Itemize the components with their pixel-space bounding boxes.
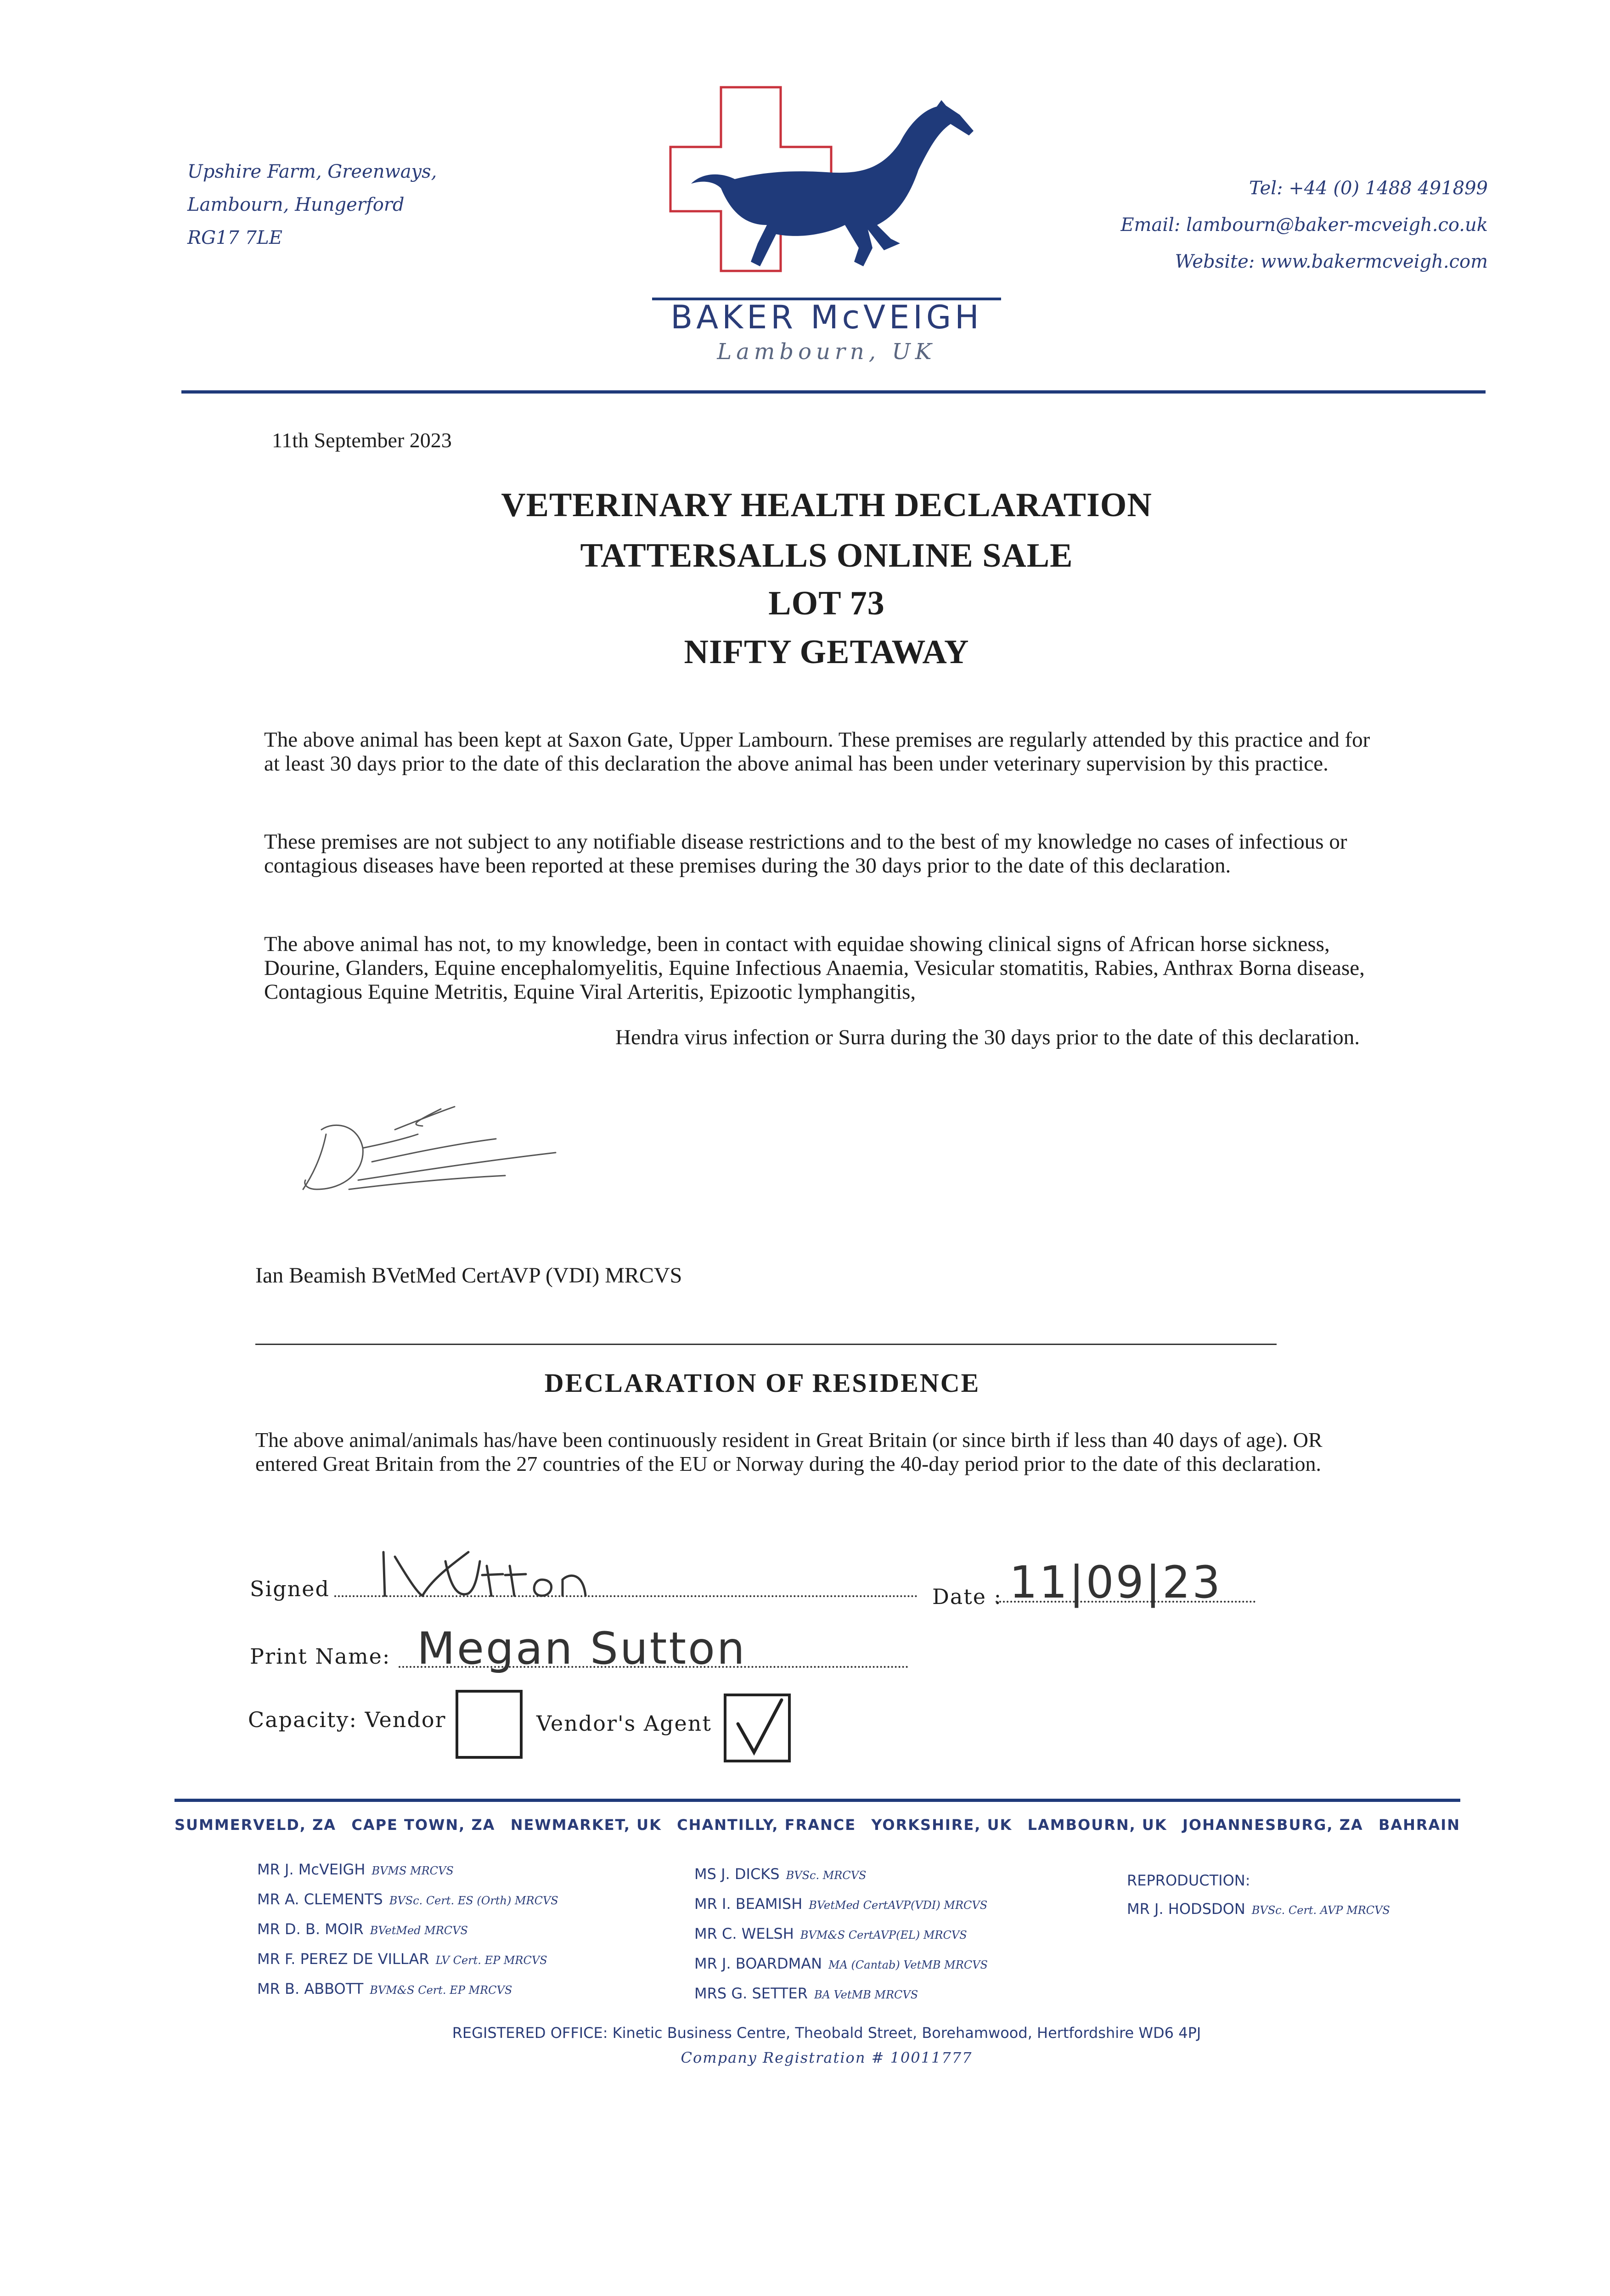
vendor-agent-checkbox[interactable] [724,1694,791,1762]
practice-contact [1120,170,1488,280]
header-divider [181,390,1486,394]
sale-title: TATTERSALLS ONLINE SALE [580,537,1073,574]
vendor-signature [377,1543,625,1603]
staff-column-3 [1127,1866,1390,1925]
address-line: Upshire Farm, Greenways, [187,161,437,182]
staff-member: MR A. CLEMENTS BVSc. Cert. ES (Orth) MRCVS [257,1891,558,1908]
staff-member: MR J. BOARDMAN MA (Cantab) VetMB MRCVS [694,1955,988,1972]
section-divider [255,1344,1277,1345]
baker-mcveigh-logo [652,78,1001,308]
paragraph-contact-cont: Hendra virus infection or Surra during the 30 days prior to the date of this declaration. [615,1025,1360,1049]
vet-name: Ian Beamish BVetMed CertAVP (VDI) MRCVS [255,1263,682,1288]
staff-column-1 [257,1855,558,2004]
lot-number: LOT 73 [768,585,885,622]
branch: LAMBOURN, UK [1027,1816,1167,1834]
staff-member: MR F. PEREZ DE VILLAR LV Cert. EP MRCVS [257,1950,547,1968]
branch: NEWMARKET, UK [510,1816,662,1834]
staff-member: MRS G. SETTER BA VetMB MRCVS [694,1985,918,2002]
capacity-vendor-label: Capacity: Vendor [248,1707,446,1732]
footer-divider [175,1799,1460,1802]
reproduction-label: REPRODUCTION: [1127,1872,1250,1889]
branch: CHANTILLY, FRANCE [677,1816,856,1834]
date-field[interactable] [996,1557,1255,1608]
paragraph-premises: The above animal has been kept at Saxon Gate, Upper Lambourn. These premises are regularly attended by this practice and for at least 30 days prior to the date of this declaration the above animal has been under veterinary supervision by this practice. [264,728,1370,776]
staff-member: MR J. McVEIGH BVMS MRCVS [257,1861,454,1878]
date-label: Date : [932,1584,1002,1609]
horse-icon [691,100,974,266]
paragraph-contact: The above animal has not, to my knowledge, been in contact with equidae showing clinical signs of African horse sickness, Dourine, Glanders, Equine encephalomyelitis, Equine Infectious Anaemia, Vesicular stomatitis, Rabies, Anthrax Borna disease, Contagious Equine Metritis, Equine Viral Arteritis, Epizootic lymphangitis, [264,932,1365,1004]
vet-signature [266,1075,597,1221]
registered-office: REGISTERED OFFICE: Kinetic Business Centre, Theobald Street, Borehamwood, Hertfordshire WD6 4PJ [452,2024,1201,2042]
staff-member: MR C. WELSH BVM&S CertAVP(EL) MRCVS [694,1925,967,1942]
staff-member: MS J. DICKS BVSc. MRCVS [694,1865,867,1883]
branch: JOHANNESBURG, ZA [1182,1816,1363,1834]
staff-member: MR I. BEAMISH BVetMed CertAVP(VDI) MRCVS [694,1895,988,1913]
staff-member: MR D. B. MOIR BVetMed MRCVS [257,1920,468,1938]
branch: SUMMERVELD, ZA [175,1816,337,1834]
residence-title: DECLARATION OF RESIDENCE [544,1368,980,1398]
paragraph-disease: These premises are not subject to any notifiable disease restrictions and to the best of my knowledge no cases of infectious or contagious diseases have been reported at these premises during the 30 days prior to the date of this declaration. [264,830,1347,878]
residence-text: The above animal/animals has/have been continuously resident in Great Britain (or since birth if less than 40 days of age). OR entered Great Britain from the 27 countries of the EU or Norway during the 40-day period prior to the date of this declaration. [255,1428,1323,1475]
company-registration: Company Registration # 10011777 [681,2049,973,2066]
letter-date: 11th September 2023 [272,428,452,452]
contact-email: Email: lambourn@baker-mcveigh.co.uk [1120,214,1488,236]
branch: BAHRAIN [1378,1816,1460,1834]
staff-member: MR J. HODSDON BVSc. Cert. AVP MRCVS [1127,1900,1390,1918]
staff-member: MR B. ABBOTT BVM&S Cert. EP MRCVS [257,1980,512,1998]
brand-location: Lambourn, UK [717,339,936,365]
print-name-label: Print Name: [250,1644,391,1669]
print-name-field[interactable] [399,1623,908,1674]
horse-name: NIFTY GETAWAY [684,633,969,671]
practice-address [187,155,437,254]
branch: CAPE TOWN, ZA [351,1816,495,1834]
branch: YORKSHIRE, UK [871,1816,1013,1834]
doc-title: VETERINARY HEALTH DECLARATION [501,486,1152,524]
date-value: 11|09|23 [1009,1557,1222,1608]
contact-phone: Tel: +44 (0) 1488 491899 [1249,178,1488,199]
address-line: Lambourn, Hungerford [187,194,405,215]
print-name-value: Megan Sutton [417,1623,747,1674]
signed-label: Signed [250,1576,330,1601]
branch-list [175,1816,1460,1834]
vendor-checkbox[interactable] [456,1690,523,1759]
brand-name: BAKER McVEIGH [670,298,983,336]
address-line: RG17 7LE [187,227,282,248]
vendor-agent-label: Vendor's Agent [536,1711,712,1736]
check-mark-icon [726,1696,788,1760]
contact-website: Website: www.bakermcveigh.com [1175,251,1488,272]
staff-column-2 [694,1860,988,2009]
